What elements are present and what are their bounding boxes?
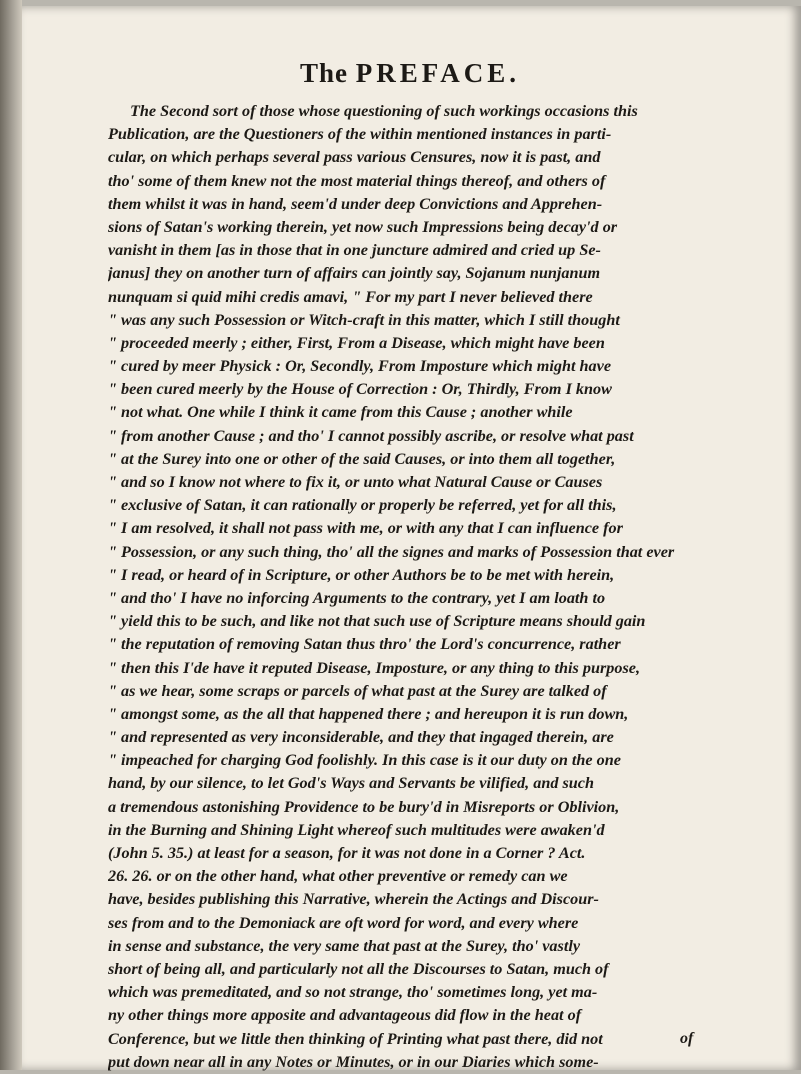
text-line: have, besides publishing this Narrative, wherein the Actings and Discour-: [108, 890, 599, 909]
text-line: " amongst some, as the all that happened there ; and hereupon it is run down,: [108, 704, 629, 723]
text-line: ny other things more apposite and advantageous did flow in the heat of: [108, 1006, 582, 1025]
text-line: short of being all, and particularly not all the Discourses to Satan, much of: [108, 959, 609, 978]
text-line: which was premeditated, and so not strange, tho' sometimes long, yet ma-: [108, 983, 598, 1002]
text-line: " from another Cause ; and tho' I cannot possibly ascribe, or resolve what past: [108, 426, 634, 445]
header-preface: PREFACE.: [355, 58, 520, 88]
text-line: " been cured meerly by the House of Correction : Or, Thirdly, From I know: [108, 380, 612, 399]
text-line: tho' some of them knew not the most material things thereof, and others of: [108, 171, 606, 190]
text-line: " as we hear, some scraps or parcels of what past at the Surey are talked of: [108, 681, 607, 700]
body-text: [108, 100, 758, 1074]
text-line: Conference, but we little then thinking of Printing what past there, did not: [108, 1029, 603, 1048]
text-line: " at the Surey into one or other of the said Causes, or into them all together,: [108, 449, 616, 468]
text-line: them whilst it was in hand, seem'd under deep Convictions and Apprehen-: [108, 194, 603, 213]
text-line: in sense and substance, the very same that past at the Surey, tho' vastly: [108, 936, 581, 955]
catchword: of: [680, 1030, 694, 1047]
text-line: " Possession, or any such thing, tho' all the signes and marks of Possession that ever: [108, 542, 675, 561]
text-line: " the reputation of removing Satan thus thro' the Lord's concurrence, rather: [108, 635, 621, 654]
text-line: " I am resolved, it shall not pass with me, or with any that I can influence for: [108, 519, 623, 538]
text-line: " and so I know not where to fix it, or unto what Natural Cause or Causes: [108, 473, 603, 491]
text-line: " cured by meer Physick : Or, Secondly, From Imposture which might have: [108, 357, 612, 376]
text-line: " proceeded meerly ; either, First, From a Disease, which might have been: [108, 333, 605, 352]
text-line: hand, by our silence, to let God's Ways and Servants be vilified, and such: [108, 774, 594, 793]
running-header: [250, 58, 570, 89]
text-line: " impeached for charging God foolishly. In this case is it our duty on the one: [108, 751, 621, 770]
text-line: " and represented as very inconsiderable, and they that ingaged therein, are: [108, 728, 614, 747]
text-line: 26. 26. or on the other hand, what other preventive or remedy can we: [108, 867, 568, 886]
text-line: " exclusive of Satan, it can rationally or properly be referred, yet for all this,: [108, 496, 617, 515]
text-line: sions of Satan's working therein, yet now such Impressions being decay'd or: [108, 217, 618, 236]
text-line: nunquam si quid mihi credis amavi, " For my part I never believed there: [108, 287, 593, 306]
text-line: " yield this to be such, and like not that such use of Scripture means should gain: [108, 612, 646, 631]
text-line: in the Burning and Shining Light whereof such multitudes were awaken'd: [108, 820, 605, 839]
text-line: put down near all in any Notes or Minutes, or in our Diaries which some-: [108, 1052, 599, 1071]
text-line: " I read, or heard of in Scripture, or other Authors be to be met with herein,: [108, 565, 615, 584]
text-line: vanisht in them [as in those that in one juncture admired and cried up Se-: [108, 241, 601, 260]
text-line: " and tho' I have no inforcing Arguments to the contrary, yet I am loath to: [108, 588, 606, 607]
text-line: Publication, are the Questioners of the within mentioned instances in parti-: [108, 125, 612, 144]
text-line: janus] they on another turn of affairs can jointly say, Sojanum nunjanum: [108, 264, 601, 283]
text-line: " not what. One while I think it came from this Cause ; another while: [108, 403, 573, 422]
header-the: The: [299, 58, 348, 88]
text-line: " was any such Possession or Witch-craft in this matter, which I still thought: [108, 310, 620, 329]
text-line: " then this I'de have it reputed Disease, Imposture, or any thing to this purpose,: [108, 658, 640, 677]
text-line: The Second sort of those whose questioning of such workings occasions this: [130, 102, 638, 120]
text-line: (John 5. 35.) at least for a season, for it was not done in a Corner ? Act.: [108, 844, 586, 862]
text-line: cular, on which perhaps several pass various Censures, now it is past, and: [108, 148, 601, 167]
text-line: a tremendous astonishing Providence to be bury'd in Misreports or Oblivion,: [108, 797, 620, 816]
text-line: ses from and to the Demoniack are oft word for word, and every where: [108, 913, 579, 932]
book-gutter: [0, 0, 22, 1070]
